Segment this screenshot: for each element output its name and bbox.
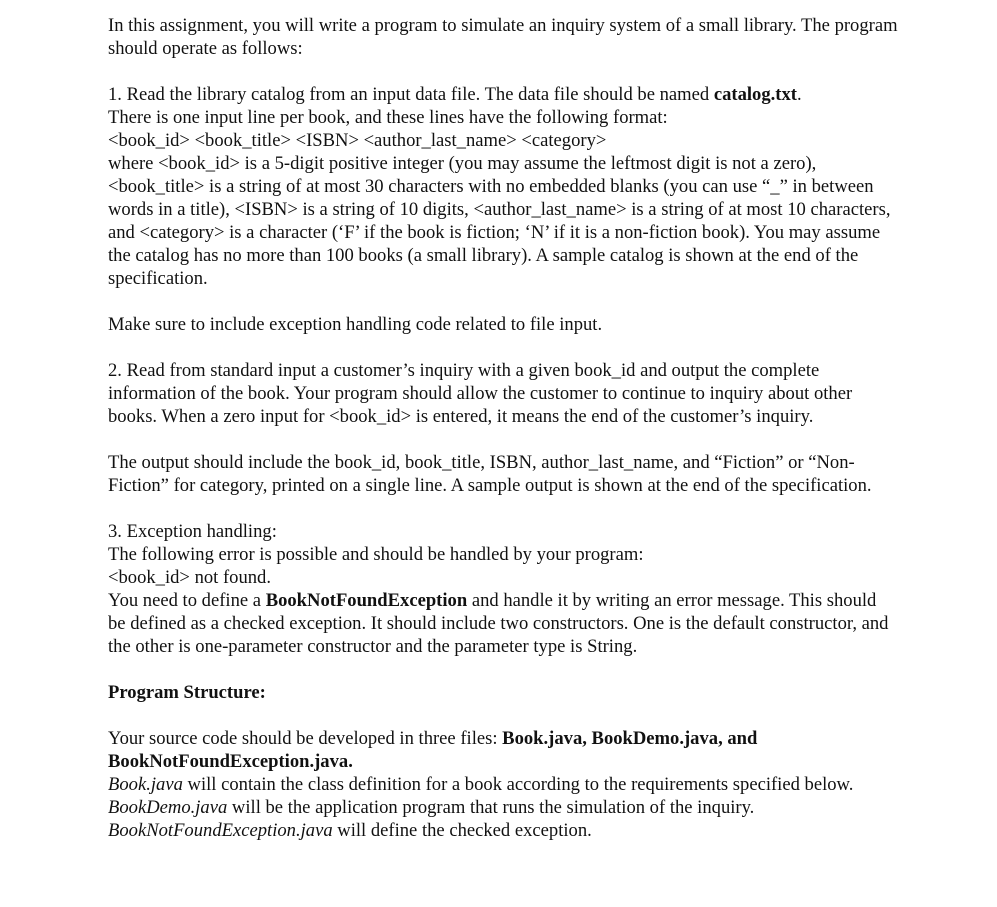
output-text: The output should include the book_id, book_title, ISBN, author_last_name, and “Fiction” or “Non-Fiction” for category, printed on a single line. A sample output is shown at the end of the specification. — [108, 452, 872, 496]
structure-heading: Program Structure: — [108, 682, 266, 703]
item-1-paragraph — [108, 83, 898, 290]
catalog-format: <book_id> <book_title> <ISBN> <author_last_name> <category> — [108, 130, 607, 151]
item-1-lead: 1. Read the library catalog from an input data file. The data file should be named — [108, 84, 714, 105]
structure-heading-paragraph — [108, 681, 898, 704]
book-file-desc: will contain the class definition for a book according to the requirements specified below. — [182, 774, 854, 795]
intro-text: In this assignment, you will write a program to simulate an inquiry system of a small library. The program should operate as follows: — [108, 15, 898, 59]
item-3-paragraph — [108, 520, 898, 658]
intro-paragraph — [108, 14, 898, 60]
structure-files: Book.java, BookDemo.java, and BookNotFoundException.java. — [108, 728, 758, 772]
output-paragraph — [108, 451, 898, 497]
structure-paragraph — [108, 727, 898, 842]
structure-files-description — [108, 773, 898, 842]
item-3-line-2: <book_id> not found. — [108, 567, 272, 588]
demo-file-desc: will be the application program that runs the simulation of the inquiry. — [227, 797, 755, 818]
exception-file-desc: will define the checked exception. — [332, 820, 592, 841]
item-1-line-2: There is one input line per book, and these lines have the following format: — [108, 107, 668, 128]
demo-file-name: BookDemo.java — [108, 797, 228, 818]
exception-note — [108, 313, 898, 336]
assignment-document — [108, 14, 898, 865]
item-2-text: 2. Read from standard input a customer’s inquiry with a given book_id and output the complete information of the book. Your program should allow the customer to continue to inquiry about other books. When a zero input for <book_id> is entered, it means the end of the customer’s inquiry. — [108, 360, 853, 427]
structure-pre: Your source code should be developed in three files: — [108, 728, 503, 749]
catalog-filename: catalog.txt — [713, 84, 797, 105]
item-3-definition — [108, 589, 898, 658]
book-file-name: Book.java — [108, 774, 183, 795]
item-3-post: and handle it by writing an error message. This should be defined as a checked exception. It should include two constructors. One is the default constructor, and the other is one-parameter constructor and the parameter type is String. — [108, 590, 889, 657]
item-1-lead-line — [108, 83, 898, 106]
structure-files-line — [108, 727, 898, 773]
item-1-description: where <book_id> is a 5-digit positive integer (you may assume the leftmost digit is not a zero), <book_title> is a string of at most 30 characters with no embedded blanks (you can use “_” in between words in a title), <ISBN> is a string of 10 digits, <author_last_name> is a string of at most 10 characters, and <category> is a character (‘F’ if the book is fiction; ‘N’ if it is a non-fiction book). You may assume the catalog has no more than 100 books (a small library). A sample catalog is shown at the end of the specification. — [108, 153, 891, 289]
item-2-paragraph — [108, 359, 898, 428]
item-3-pre: You need to define a — [108, 590, 266, 611]
exception-class-name: BookNotFoundException — [265, 590, 468, 611]
item-1-lead-end: . — [796, 84, 802, 105]
exception-note-text: Make sure to include exception handling code related to file input. — [108, 314, 603, 335]
item-3-line-1: The following error is possible and should be handled by your program: — [108, 544, 644, 565]
item-3-heading: 3. Exception handling: — [108, 521, 277, 542]
exception-file-name: BookNotFoundException.java — [108, 820, 333, 841]
